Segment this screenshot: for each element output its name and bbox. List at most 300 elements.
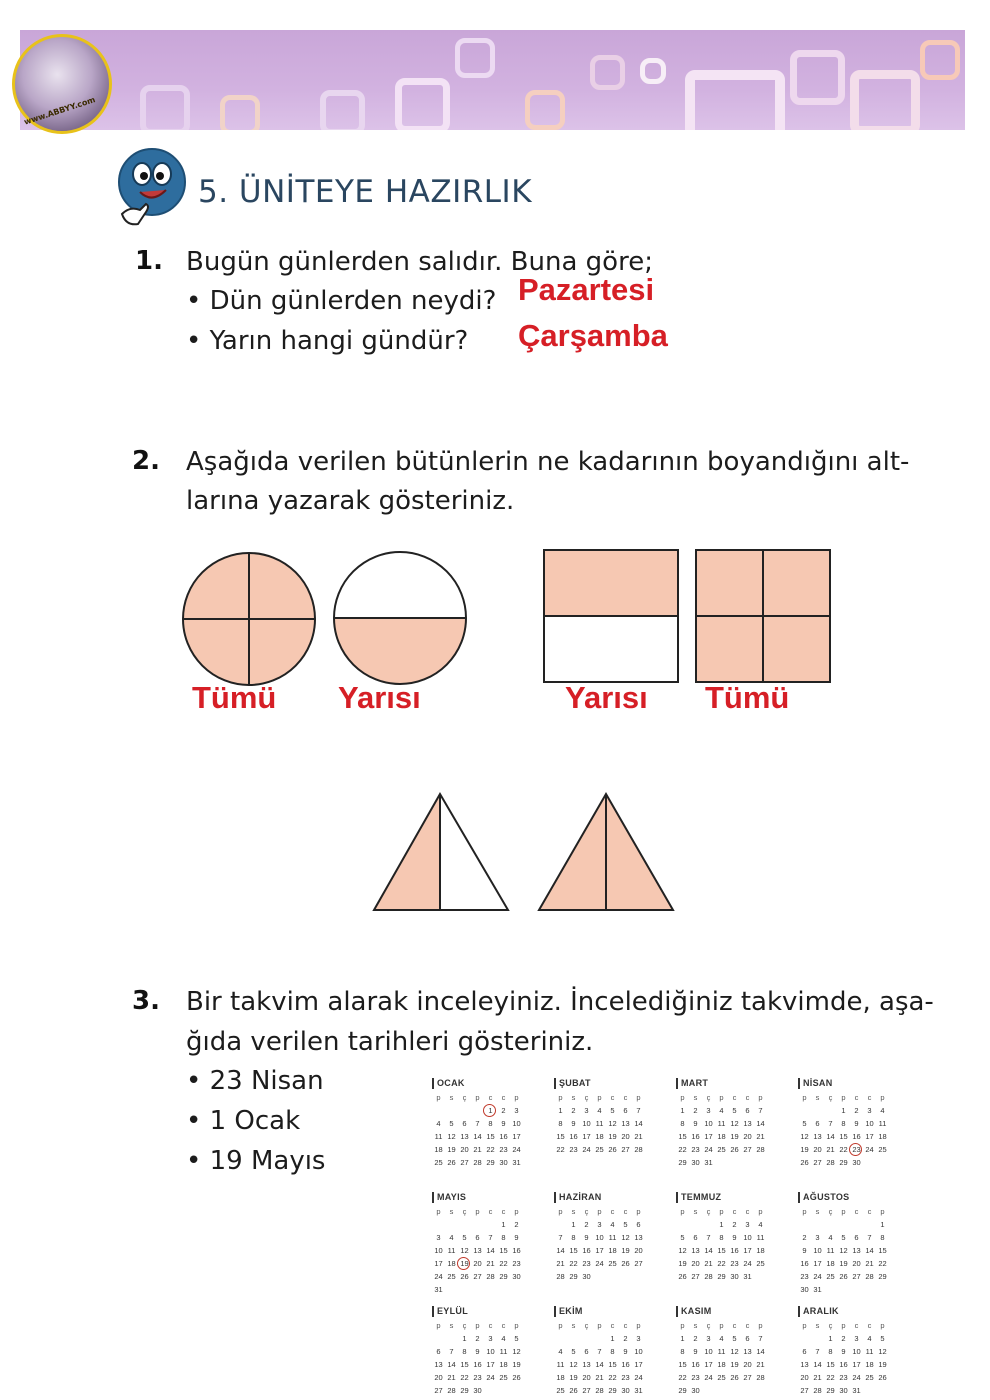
calendar-day: 15: [608, 1360, 617, 1369]
calendar-weekday-header: ç: [584, 1207, 589, 1216]
calendar-day: 17: [634, 1360, 643, 1369]
calendar-day: 3: [745, 1220, 750, 1229]
calendar-day: 24: [582, 1145, 591, 1154]
calendar-day: 1: [719, 1220, 724, 1229]
calendar-day: 13: [582, 1360, 591, 1369]
calendar-day: 22: [717, 1259, 726, 1268]
calendar-day: 20: [473, 1259, 482, 1268]
calendar-weekday-header: c: [732, 1207, 737, 1216]
calendar-day: 12: [800, 1132, 809, 1141]
calendar-day: 10: [813, 1246, 822, 1255]
calendar-day: 1: [680, 1334, 685, 1343]
calendar-day: 4: [719, 1334, 724, 1343]
question-3-line1: Bir takvim alarak inceleyiniz. İncelediğiniz takvimde, aşa-: [186, 987, 934, 1017]
calendar-day: 20: [743, 1132, 752, 1141]
calendar-month: [676, 1078, 788, 1169]
calendar-day: 30: [852, 1158, 861, 1167]
calendar-day: 3: [854, 1334, 859, 1343]
calendar-day: 10: [512, 1119, 521, 1128]
calendar-day: 12: [678, 1246, 687, 1255]
calendar-day: 9: [623, 1347, 628, 1356]
shape-triangle-half: [370, 790, 514, 916]
calendar-day: 2: [693, 1334, 698, 1343]
calendar-day: 26: [800, 1158, 809, 1167]
calendar-day: 23: [582, 1259, 591, 1268]
calendar-day: 25: [717, 1373, 726, 1382]
calendar-day: 4: [449, 1233, 454, 1242]
calendar-day: 9: [475, 1347, 480, 1356]
calendar-day: 8: [558, 1119, 563, 1128]
calendar-empty-cell: [484, 1218, 497, 1231]
calendar-day: 14: [556, 1246, 565, 1255]
calendar-month-grid: [554, 1205, 666, 1283]
calendar-day: 30: [691, 1158, 700, 1167]
calendar-weekday-header: c: [745, 1207, 750, 1216]
calendar-day: 26: [447, 1158, 456, 1167]
question-1-number: 1.: [135, 246, 163, 276]
calendar-day: 16: [582, 1246, 591, 1255]
calendar-day: 4: [436, 1119, 441, 1128]
calendar-month: [432, 1306, 544, 1397]
calendar-day: 4: [719, 1106, 724, 1115]
calendar-weekday-header: c: [623, 1093, 628, 1102]
calendar-day: 1: [571, 1220, 576, 1229]
calendar-empty-cell: [432, 1104, 445, 1117]
calendar-day: 8: [571, 1233, 576, 1242]
calendar-day: 11: [717, 1119, 726, 1128]
calendar-day: 28: [486, 1272, 495, 1281]
calendar-day: 16: [473, 1360, 482, 1369]
calendar-weekday-header: c: [732, 1321, 737, 1330]
calendar-day: 8: [462, 1347, 467, 1356]
calendar-day: 18: [595, 1132, 604, 1141]
shape-circle-quarters: [178, 548, 322, 692]
calendar-month-grid: [798, 1091, 910, 1169]
calendar-month-name: OCAK: [432, 1078, 544, 1089]
calendar-day: 27: [434, 1386, 443, 1395]
decor-square: [850, 70, 920, 130]
calendar-day: 1: [558, 1106, 563, 1115]
calendar-empty-cell: [676, 1218, 689, 1231]
calendar-day: 5: [880, 1334, 885, 1343]
calendar-day: 22: [569, 1259, 578, 1268]
header-banner: [20, 30, 965, 130]
shape-circle-half: [329, 548, 473, 692]
calendar-day: 8: [719, 1233, 724, 1242]
calendar-weekday-header: c: [854, 1321, 859, 1330]
calendar-empty-cell: [824, 1104, 837, 1117]
calendar-day: 25: [434, 1158, 443, 1167]
calendar-day: 17: [486, 1360, 495, 1369]
calendar-day: 22: [499, 1259, 508, 1268]
question-2-number: 2.: [132, 446, 160, 476]
decor-square: [525, 90, 565, 130]
calendar-day: 30: [621, 1386, 630, 1395]
calendar-weekday-header: p: [719, 1207, 724, 1216]
calendar-month-name: NİSAN: [798, 1078, 910, 1089]
calendar-empty-cell: [702, 1218, 715, 1231]
calendar-day: 9: [571, 1119, 576, 1128]
calendar-month: [798, 1078, 910, 1169]
calendar-month-name: ARALIK: [798, 1306, 910, 1317]
calendar-day: 18: [717, 1132, 726, 1141]
calendar-month-grid: [432, 1091, 544, 1169]
calendar-day: 28: [447, 1386, 456, 1395]
calendar-day: 16: [852, 1132, 861, 1141]
calendar-day: 9: [514, 1233, 519, 1242]
calendar-day: 17: [704, 1132, 713, 1141]
calendar-day: 26: [569, 1386, 578, 1395]
calendar-empty-cell: [445, 1332, 458, 1345]
calendar-empty-cell: [445, 1104, 458, 1117]
calendar-day: 23: [499, 1145, 508, 1154]
question-3-bullet-1: • 23 Nisan: [186, 1066, 324, 1096]
calendar-day: 17: [813, 1259, 822, 1268]
calendar-weekday-header: s: [571, 1321, 576, 1330]
calendar-day: 26: [621, 1259, 630, 1268]
calendar-day: 31: [813, 1285, 822, 1294]
calendar-day: 23: [621, 1373, 630, 1382]
calendar-day: 12: [460, 1246, 469, 1255]
calendar-month-grid: [676, 1091, 788, 1169]
calendar-day: 16: [839, 1360, 848, 1369]
calendar-weekday-header: c: [610, 1321, 615, 1330]
calendar-weekday-header: p: [597, 1321, 602, 1330]
calendar-day: 5: [514, 1334, 519, 1343]
answer-shape-2: Yarısı: [338, 680, 421, 715]
decor-square: [140, 85, 190, 130]
calendar-day: 11: [434, 1132, 443, 1141]
calendar-day: 18: [434, 1145, 443, 1154]
calendar-day: 8: [501, 1233, 506, 1242]
calendar-day: 24: [634, 1373, 643, 1382]
calendar-month-name: MART: [676, 1078, 788, 1089]
calendar-day: 27: [460, 1158, 469, 1167]
calendar-weekday-header: p: [514, 1321, 519, 1330]
calendar-weekday-header: c: [488, 1321, 493, 1330]
calendar-day: 19: [447, 1145, 456, 1154]
calendar-day: 4: [501, 1334, 506, 1343]
calendar-day: 24: [813, 1272, 822, 1281]
calendar-day: 3: [597, 1220, 602, 1229]
calendar-day: 5: [610, 1106, 615, 1115]
calendar-day: 7: [758, 1106, 763, 1115]
calendar-day: 31: [852, 1386, 861, 1395]
calendar-weekday-header: p: [880, 1207, 885, 1216]
calendar-day: 17: [743, 1246, 752, 1255]
calendar-day: 4: [828, 1233, 833, 1242]
calendar-weekday-header: p: [436, 1321, 441, 1330]
decor-square: [220, 95, 260, 130]
calendar-month: [798, 1192, 910, 1296]
calendar-day: 1: [880, 1220, 885, 1229]
calendar-day: 27: [852, 1272, 861, 1281]
calendar-weekday-header: ç: [828, 1321, 833, 1330]
calendar-day: 27: [634, 1259, 643, 1268]
calendar-day: 20: [434, 1373, 443, 1382]
calendar-day: 31: [434, 1285, 443, 1294]
calendar-day: 13: [743, 1347, 752, 1356]
calendar-empty-cell: [811, 1218, 824, 1231]
calendar-day: 28: [704, 1272, 713, 1281]
calendar-weekday-header: s: [571, 1207, 576, 1216]
calendar-day: 10: [634, 1347, 643, 1356]
question-1-bullet-yesterday: • Dün günlerden neydi?: [186, 286, 497, 316]
calendar-day: 1: [610, 1334, 615, 1343]
calendar-day: 28: [826, 1158, 835, 1167]
calendar-day: 11: [608, 1233, 617, 1242]
calendar-day: 17: [512, 1132, 521, 1141]
calendar-day: 7: [488, 1233, 493, 1242]
calendar-day: 13: [634, 1233, 643, 1242]
calendar-day: 3: [867, 1106, 872, 1115]
calendar-day: 22: [878, 1259, 887, 1268]
calendar-day: 1: [484, 1104, 497, 1117]
calendar-day: 6: [623, 1106, 628, 1115]
calendar-day: 6: [475, 1233, 480, 1242]
question-1-bullet-tomorrow: • Yarın hangi gündür?: [186, 326, 469, 356]
calendar-day: 5: [680, 1233, 685, 1242]
calendar-day: 30: [800, 1285, 809, 1294]
decor-square: [395, 78, 450, 130]
calendar-day: 29: [678, 1386, 687, 1395]
calendar-weekday-header: p: [597, 1207, 602, 1216]
shape-rectangle-half: [542, 548, 682, 686]
calendar-day: 25: [878, 1145, 887, 1154]
calendar-day: 7: [758, 1334, 763, 1343]
calendar-weekday-header: c: [745, 1321, 750, 1330]
calendar-weekday-header: p: [514, 1207, 519, 1216]
calendar-day: 23: [569, 1145, 578, 1154]
calendar-day: 18: [756, 1246, 765, 1255]
calendar-day: 25: [499, 1373, 508, 1382]
calendar-day: 2: [501, 1106, 506, 1115]
calendar-day: 29: [839, 1158, 848, 1167]
calendar-day: 2: [841, 1334, 846, 1343]
calendar-day: 19: [839, 1259, 848, 1268]
calendar-day: 6: [745, 1106, 750, 1115]
calendar-day: 23: [850, 1143, 863, 1156]
calendar-month-grid: [432, 1205, 544, 1296]
calendar-day: 22: [678, 1145, 687, 1154]
calendar-day: 30: [730, 1272, 739, 1281]
calendar-day: 20: [691, 1259, 700, 1268]
calendar-day: 6: [802, 1347, 807, 1356]
calendar-day: 21: [813, 1373, 822, 1382]
calendar-day: 25: [595, 1145, 604, 1154]
calendar-day: 18: [556, 1373, 565, 1382]
calendar-month: [554, 1306, 666, 1397]
calendar-month-grid: [798, 1319, 910, 1397]
calendar-weekday-header: p: [636, 1321, 641, 1330]
calendar-weekday-header: s: [693, 1321, 698, 1330]
question-3-bullet-3: • 19 Mayıs: [186, 1146, 326, 1176]
calendar-day: 27: [473, 1272, 482, 1281]
calendar-day: 20: [743, 1360, 752, 1369]
calendar-day: 22: [678, 1373, 687, 1382]
calendar-day: 20: [460, 1145, 469, 1154]
calendar-day: 25: [447, 1272, 456, 1281]
calendar-day: 19: [569, 1373, 578, 1382]
calendar-empty-cell: [863, 1218, 876, 1231]
calendar-day: 20: [634, 1246, 643, 1255]
question-3-line2: ğıda verilen tarihleri gösteriniz.: [186, 1027, 594, 1057]
calendar-day: 23: [800, 1272, 809, 1281]
calendar-day: 10: [434, 1246, 443, 1255]
calendar-day: 28: [756, 1145, 765, 1154]
calendar-day: 10: [852, 1347, 861, 1356]
calendar-month-name: EKİM: [554, 1306, 666, 1317]
calendar-day: 23: [691, 1145, 700, 1154]
calendar-day: 7: [867, 1233, 872, 1242]
calendar-month-name: KASIM: [676, 1306, 788, 1317]
calendar-day: 13: [800, 1360, 809, 1369]
calendar-weekday-header: ç: [706, 1321, 711, 1330]
answer-shape-4: Tümü: [705, 680, 790, 715]
calendar-weekday-header: p: [841, 1321, 846, 1330]
calendar-day: 4: [867, 1334, 872, 1343]
calendar-weekday-header: c: [745, 1093, 750, 1102]
calendar-day: 9: [584, 1233, 589, 1242]
calendar-weekday-header: c: [501, 1321, 506, 1330]
calendar-day: 3: [815, 1233, 820, 1242]
calendar-weekday-header: p: [841, 1093, 846, 1102]
calendar-day: 2: [514, 1220, 519, 1229]
calendar-day: 22: [556, 1145, 565, 1154]
calendar-day: 1: [462, 1334, 467, 1343]
calendar-day: 16: [730, 1246, 739, 1255]
calendar-day: 7: [636, 1106, 641, 1115]
calendar-weekday-header: p: [558, 1207, 563, 1216]
calendar-weekday-header: p: [680, 1093, 685, 1102]
calendar-weekday-header: p: [802, 1321, 807, 1330]
calendar-day: 3: [436, 1233, 441, 1242]
calendar-day: 4: [758, 1220, 763, 1229]
calendar-day: 26: [730, 1373, 739, 1382]
calendar-day: 21: [634, 1132, 643, 1141]
calendar-day: 23: [839, 1373, 848, 1382]
calendar-day: 30: [582, 1272, 591, 1281]
calendar-day: 5: [623, 1220, 628, 1229]
calendar-day: 13: [473, 1246, 482, 1255]
calendar-day: 8: [841, 1119, 846, 1128]
calendar-day: 6: [693, 1233, 698, 1242]
calendar-day: 24: [512, 1145, 521, 1154]
calendar-day: 15: [717, 1246, 726, 1255]
calendar-day: 11: [826, 1246, 835, 1255]
calendar-day: 28: [595, 1386, 604, 1395]
calendar-day: 12: [569, 1360, 578, 1369]
calendar-weekday-header: s: [815, 1207, 820, 1216]
calendar-weekday-header: p: [802, 1207, 807, 1216]
calendar-day: 13: [852, 1246, 861, 1255]
calendar-day: 19: [730, 1360, 739, 1369]
calendar-day: 21: [595, 1373, 604, 1382]
calendar-weekday-header: ç: [462, 1093, 467, 1102]
calendar-weekday-header: p: [802, 1093, 807, 1102]
calendar-day: 11: [595, 1119, 604, 1128]
calendar-day: 25: [865, 1373, 874, 1382]
calendar-day: 24: [852, 1373, 861, 1382]
calendar-day: 4: [597, 1106, 602, 1115]
calendar-weekday-header: c: [623, 1207, 628, 1216]
calendar-weekday-header: p: [475, 1207, 480, 1216]
calendar-weekday-header: p: [558, 1321, 563, 1330]
mascot-icon: [112, 144, 192, 234]
calendar-day: 15: [678, 1132, 687, 1141]
shape-square-quarters: [694, 548, 834, 686]
calendar-day: 17: [595, 1246, 604, 1255]
calendar-empty-cell: [824, 1218, 837, 1231]
question-2-line2: larına yazarak gösteriniz.: [186, 486, 515, 516]
calendar-day: 15: [878, 1246, 887, 1255]
calendar-day: 24: [434, 1272, 443, 1281]
calendar-empty-cell: [458, 1104, 471, 1117]
calendar-day: 12: [878, 1347, 887, 1356]
calendar-empty-cell: [811, 1332, 824, 1345]
calendar-empty-cell: [554, 1332, 567, 1345]
calendar-day: 10: [595, 1233, 604, 1242]
calendar-month-name: MAYIS: [432, 1192, 544, 1203]
calendar-day: 29: [569, 1272, 578, 1281]
calendar-day: 31: [634, 1386, 643, 1395]
calendar-day: 30: [839, 1386, 848, 1395]
calendar-empty-cell: [798, 1332, 811, 1345]
calendar-empty-cell: [593, 1332, 606, 1345]
calendar-weekday-header: c: [854, 1207, 859, 1216]
calendar-day: 7: [597, 1347, 602, 1356]
calendar-day: 1: [841, 1106, 846, 1115]
calendar-month-grid: [554, 1091, 666, 1156]
answer-yesterday: Pazartesi: [518, 272, 655, 307]
calendar-empty-cell: [432, 1332, 445, 1345]
calendar-day: 26: [678, 1272, 687, 1281]
calendar-weekday-header: c: [867, 1093, 872, 1102]
calendar-weekday-header: ç: [462, 1321, 467, 1330]
calendar-day: 11: [447, 1246, 456, 1255]
calendar-day: 15: [486, 1132, 495, 1141]
page-title: 5. ÜNİTEYE HAZIRLIK: [198, 174, 533, 210]
calendar-weekday-header: c: [488, 1093, 493, 1102]
calendar-day: 11: [756, 1233, 765, 1242]
calendar-day: 21: [473, 1145, 482, 1154]
calendar-day: 22: [839, 1145, 848, 1154]
question-3-bullet-2: • 1 Ocak: [186, 1106, 301, 1136]
calendar-day: 24: [865, 1145, 874, 1154]
calendar-weekday-header: p: [758, 1321, 763, 1330]
calendar-day: 18: [499, 1360, 508, 1369]
calendar-day: 27: [813, 1158, 822, 1167]
calendar-weekday-header: c: [501, 1207, 506, 1216]
calendar-day: 11: [878, 1119, 887, 1128]
calendar-day: 21: [556, 1259, 565, 1268]
calendar-weekday-header: c: [867, 1321, 872, 1330]
calendar-weekday-header: p: [841, 1207, 846, 1216]
calendar-day: 6: [636, 1220, 641, 1229]
calendar-day: 28: [634, 1145, 643, 1154]
calendar-day: 31: [704, 1158, 713, 1167]
calendar-weekday-header: p: [597, 1093, 602, 1102]
calendar-day: 14: [865, 1246, 874, 1255]
calendar-day: 5: [732, 1334, 737, 1343]
calendar-day: 8: [488, 1119, 493, 1128]
calendar-day: 19: [512, 1360, 521, 1369]
calendar-day: 3: [706, 1334, 711, 1343]
calendar-day: 27: [621, 1145, 630, 1154]
calendar-day: 5: [462, 1233, 467, 1242]
calendar-day: 12: [730, 1347, 739, 1356]
calendar-day: 20: [813, 1145, 822, 1154]
